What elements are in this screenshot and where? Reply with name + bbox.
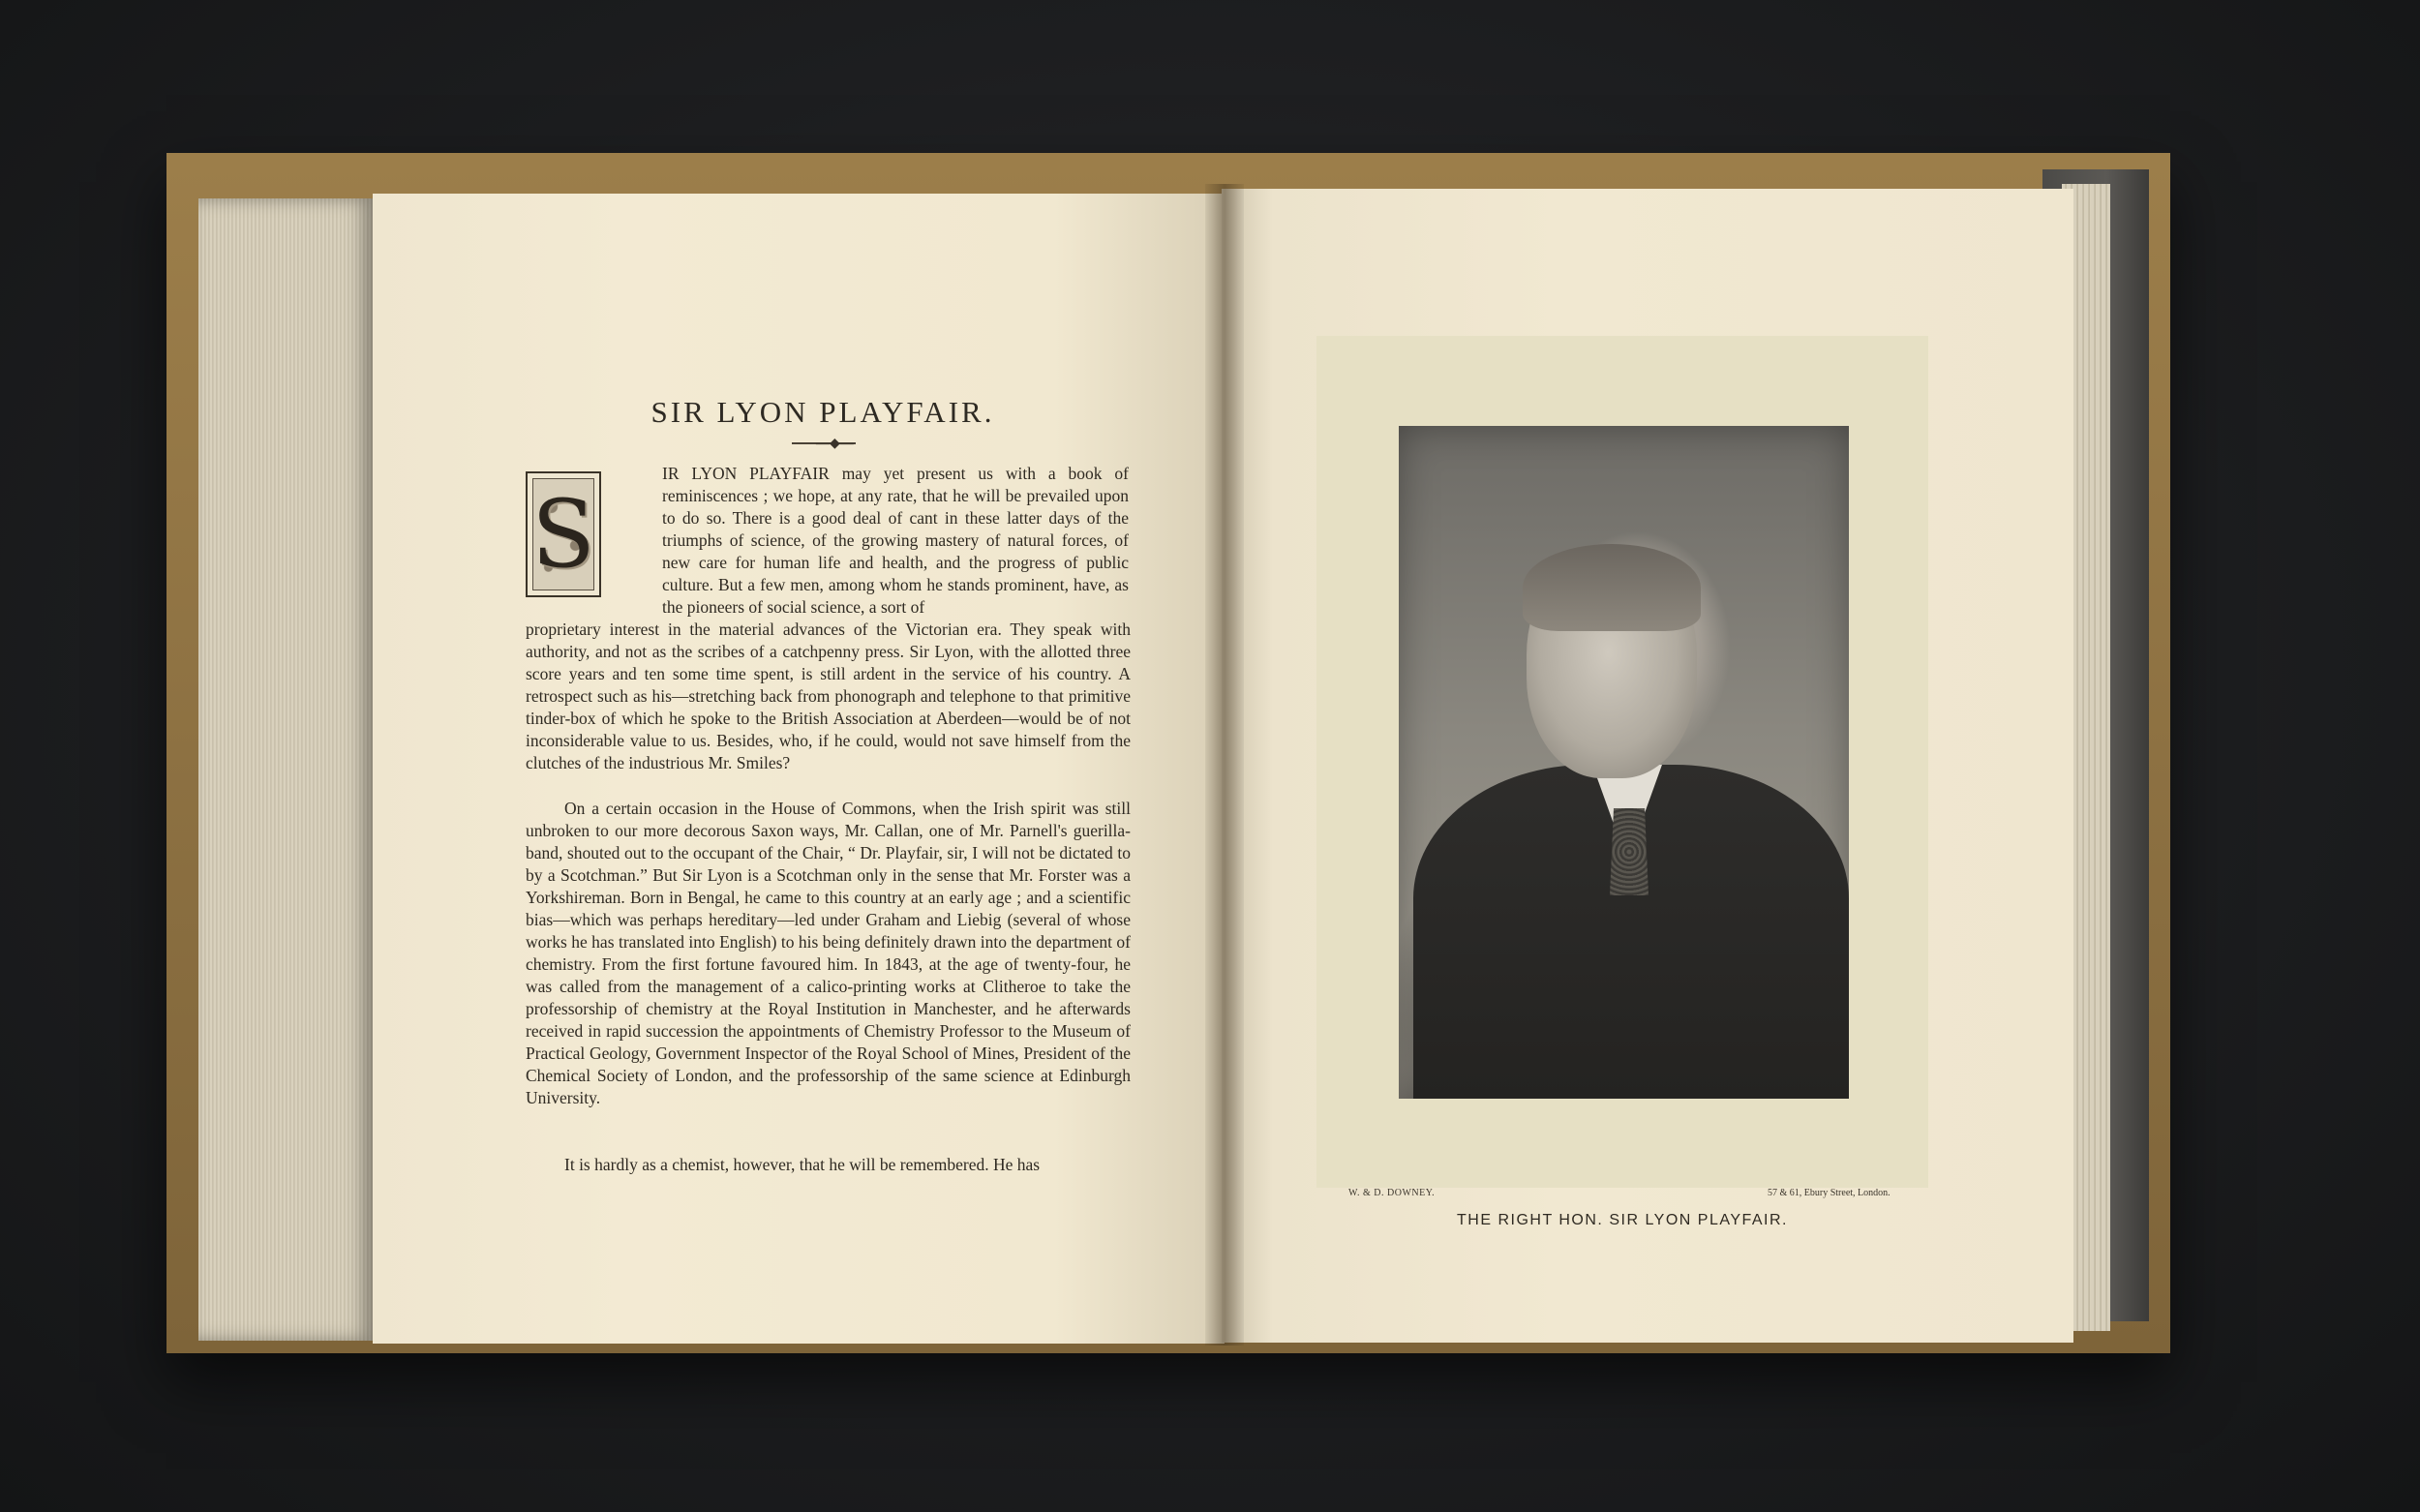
studio-address: 57 & 61, Ebury Street, London.	[1768, 1188, 1891, 1198]
title-ornament: —◆—	[816, 437, 854, 451]
paragraph-house-of-commons: On a certain occasion in the House of Commons, when the Irish spirit was still unbroken to our more decorous Saxon ways, Mr. Callan, one of Mr. Parnell's guerilla-band, shouted out to the occupant of the Chair, “ Dr. Playfair, sir, I will not be dictated to by a Scotchman.” But Sir Lyon is a Scotchman only in the sense that Mr. Forster was a Yorkshireman. Born in Bengal, he came to this country at an early age ; and a scientific bias—which was perhaps hereditary—led under Graham and Liebig (several of whose works he has translated into English) to his being definitely drawn into the department of chemistry. From the first fortune favoured him. In 1843, at the age of twenty-four, he was called from the management of a calico-printing works at Clitheroe to take the professorship of chemistry at the Royal Institution in Manchester, and he afterwards received in rapid succession the appointments of Chemistry Professor to the Museum of Practical Geology, Government Inspector of the Royal School of Mines, President of the Chemical Society of London, and the professorship of the same science at Edinburgh University.	[526, 799, 1131, 1107]
page-block-left	[198, 198, 373, 1341]
portrait-hair	[1523, 544, 1701, 631]
portrait-caption: THE RIGHT HON. SIR LYON PLAYFAIR.	[1457, 1212, 1788, 1228]
paragraph-closing: It is hardly as a chemist, however, that he will be remembered. He has	[564, 1155, 1041, 1174]
page-title: SIR LYON PLAYFAIR.	[650, 395, 995, 429]
book-gutter	[1205, 184, 1244, 1346]
paragraph-opening-continued: proprietary interest in the material advances of the Victorian era. They speak with authority, and not as the scribes of a catchpenny press. Sir Lyon, with the allotted three score years and ten some time spent, is still ardent in the service of his country. A retrospect such as his—stretching back from phonograph and telephone to that primitive tinder-box of which he spoke to the British Association at Aberdeen—would be of not inconsiderable value to us. Besides, who, if he could, would not save himself from the clutches of the industrious Mr. Smiles?	[526, 620, 1131, 772]
portrait-tie	[1610, 808, 1649, 895]
paragraph-opening: IR LYON PLAYFAIR may yet present us with a book of reminiscences ; we hope, at any rate, that he will be prevailed upon to do so. There is a good deal of cant in these latter days of the triumphs of science, of the growing mastery of natural forces, of new care for human life and health, and the progress of public culture. But a few men, among whom he stands prominent, have, as the pioneers of social science, a sort of	[662, 464, 1129, 617]
initial-letter: S	[531, 480, 595, 589]
ornate-initial	[526, 471, 601, 597]
ornate-initial-frame	[532, 478, 594, 590]
photographer-credit: W. & D. DOWNEY.	[1348, 1188, 1436, 1198]
